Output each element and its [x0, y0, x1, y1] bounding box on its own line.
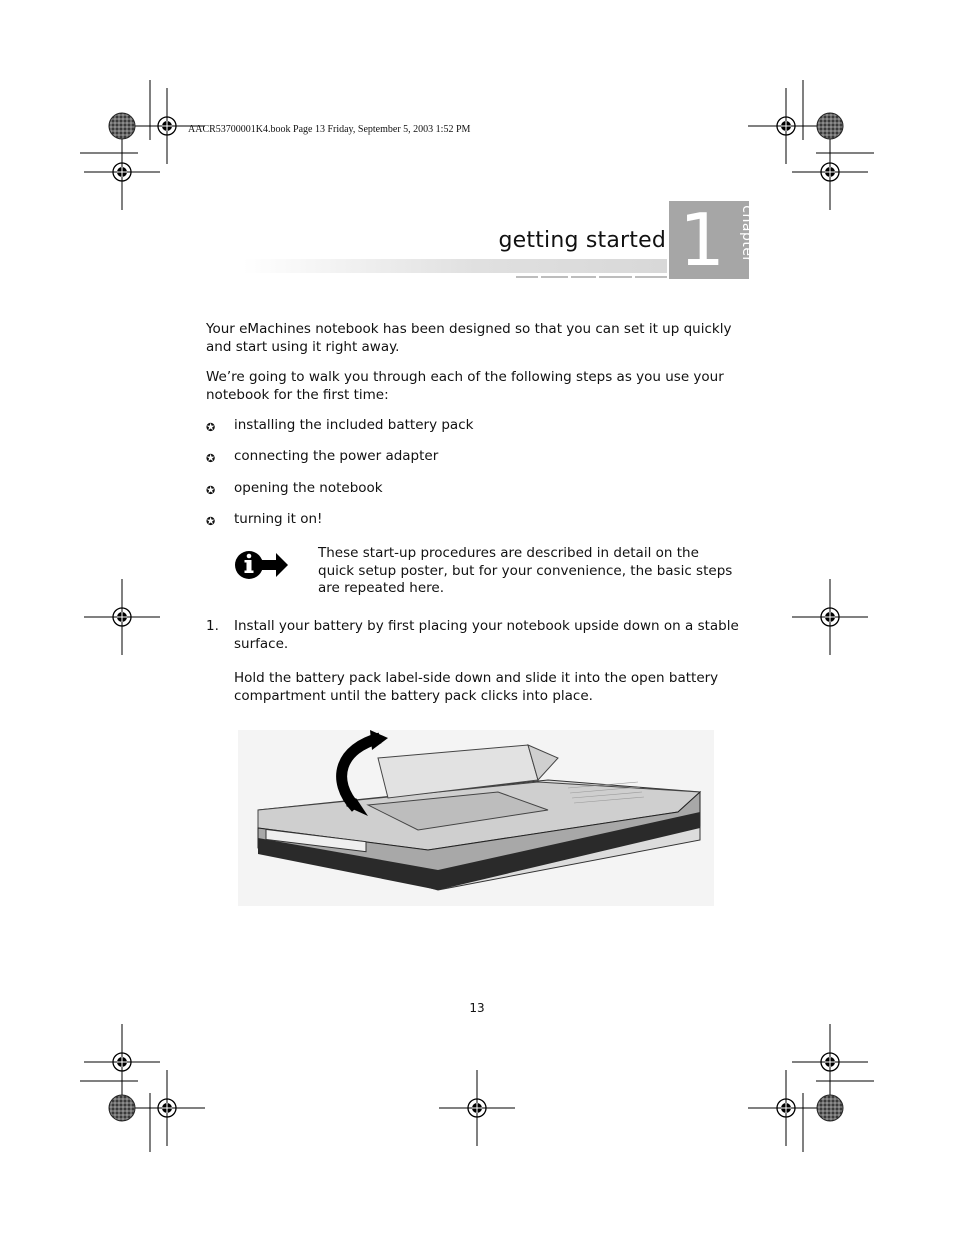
list-item: [206, 448, 746, 468]
step-text: Install your battery by first placing your notebook upside down on a stable surface.: [234, 618, 739, 652]
divider: [635, 276, 667, 278]
divider: [516, 276, 538, 278]
list-item: [206, 417, 746, 437]
intro-paragraph: Your eMachines notebook has been designed so that you can set it up quickly and start using it right away.: [206, 321, 732, 355]
walkthrough-paragraph: We’re going to walk you through each of the following steps as you use your notebook for the first time:: [206, 369, 724, 403]
list-item: [206, 511, 746, 531]
registration-mark-icon: [792, 579, 868, 655]
divider: [571, 276, 596, 278]
registration-mark-icon: [84, 579, 160, 655]
bullet-icon: ✪: [206, 452, 216, 465]
registration-mark-icon: [792, 134, 868, 210]
bullet-icon: ✪: [206, 515, 216, 528]
chapter-title-bar: [243, 259, 667, 273]
note-text: These start-up procedures are described in detail on the quick setup poster, but for your convenience, the basic steps are repeated here.: [318, 545, 733, 596]
print-target-icon: [109, 113, 135, 139]
bullet-icon: ✪: [206, 484, 216, 497]
list-item-label: turning it on!: [234, 511, 323, 527]
divider: [541, 276, 568, 278]
step-item: [206, 618, 746, 653]
registration-mark-icon: [748, 1070, 824, 1146]
notebook-battery-illustration: [238, 730, 714, 906]
registration-mark-icon: [129, 1070, 205, 1146]
registration-mark-icon: [84, 134, 160, 210]
info-arrow-icon: [234, 548, 290, 582]
print-target-icon: [817, 113, 843, 139]
registration-mark-icon: [84, 1024, 160, 1100]
print-slug: AACR53700001K4.book Page 13 Friday, September 5, 2003 1:52 PM: [188, 124, 471, 135]
step-detail: Hold the battery pack label-side down and slide it into the open battery compartment until the battery pack clicks into place.: [234, 670, 719, 704]
step-number: 1.: [206, 618, 219, 634]
bullet-icon: ✪: [206, 421, 216, 434]
print-target-icon: [817, 1095, 843, 1121]
chapter-title: getting started: [498, 228, 666, 253]
list-item: [206, 480, 746, 500]
chapter-label: chapter: [739, 205, 755, 263]
chapter-number: 1: [679, 198, 725, 282]
list-item-label: opening the notebook: [234, 480, 383, 496]
list-item-label: connecting the power adapter: [234, 448, 439, 464]
registration-mark-icon: [748, 88, 824, 164]
registration-mark-icon: [439, 1070, 515, 1146]
list-item-label: installing the included battery pack: [234, 417, 474, 433]
page-number: 13: [469, 1001, 485, 1015]
registration-mark-icon: [792, 1024, 868, 1100]
print-target-icon: [109, 1095, 135, 1121]
divider: [599, 276, 632, 278]
